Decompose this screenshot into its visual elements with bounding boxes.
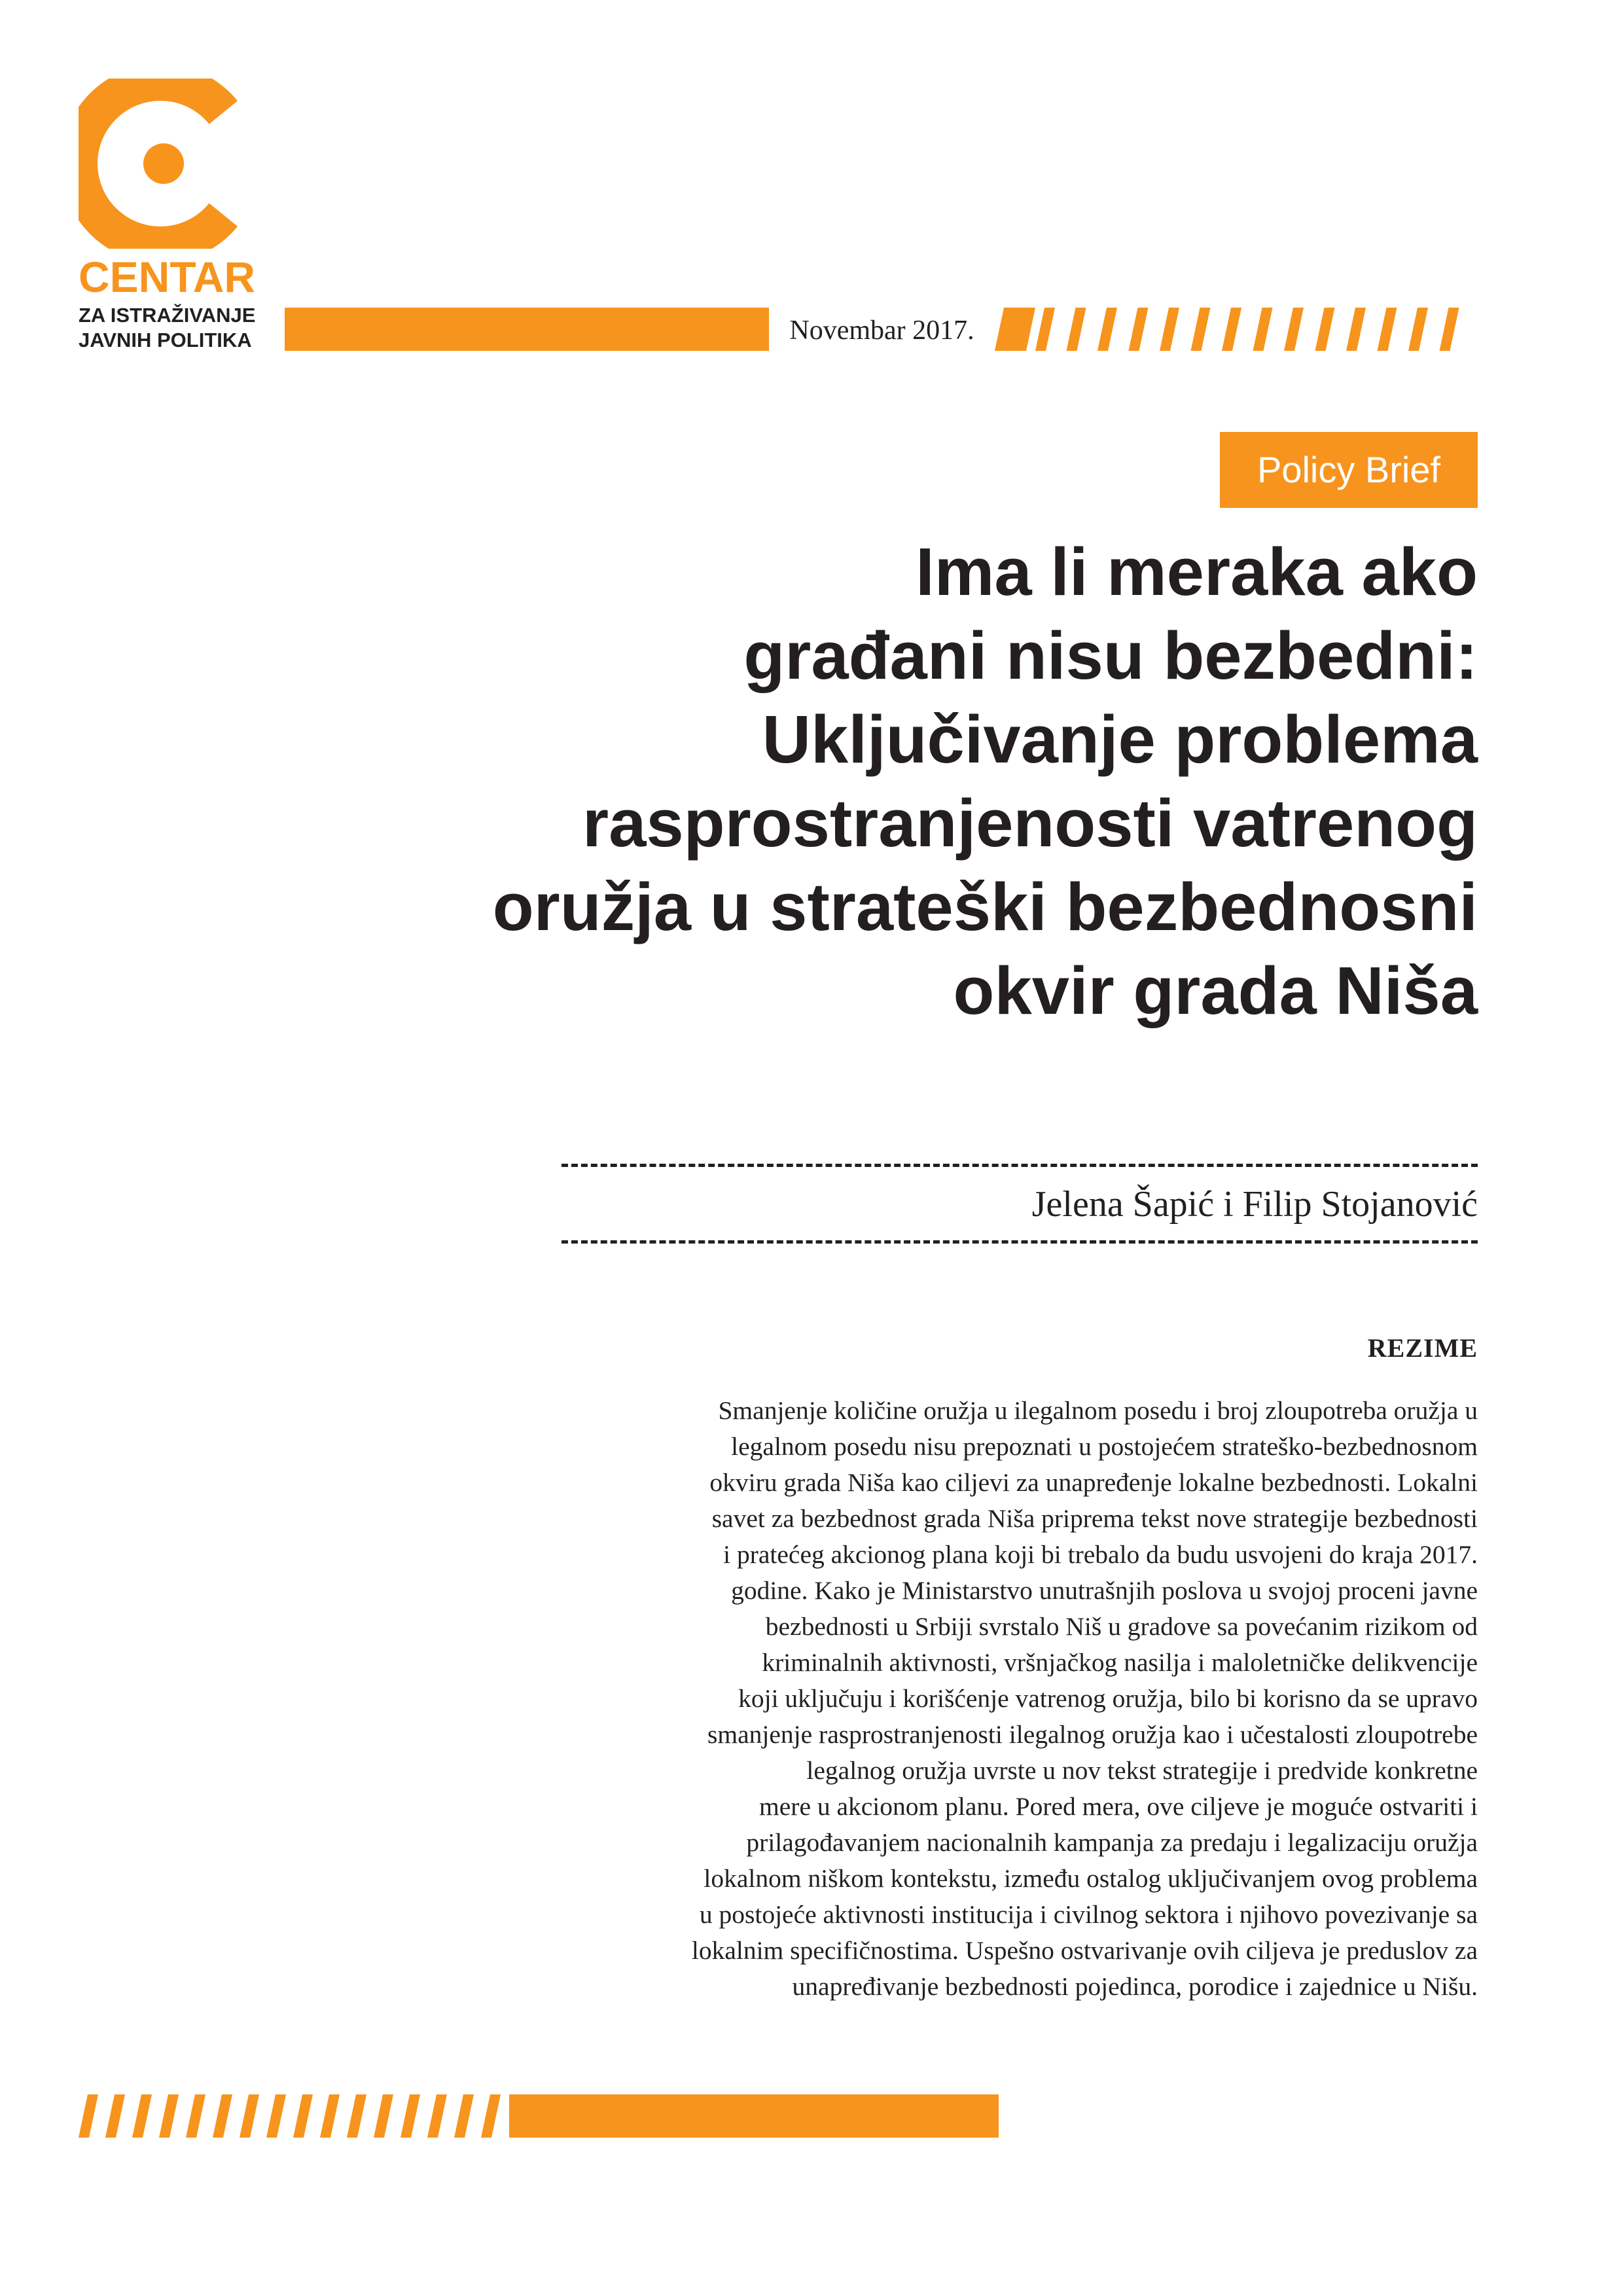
logo-subtitle-line2: JAVNIH POLITIKA [79,329,252,351]
stripe [186,2094,205,2138]
publication-date: Novembar 2017. [789,315,974,346]
stripe [1315,308,1335,351]
stripe [1346,308,1366,351]
summary-line: legalnom posedu nisu prepoznati u postojećem strateško-bezbednosnom [731,1432,1478,1461]
footer-bar [509,2094,999,2138]
stripe [1097,308,1117,351]
logo-subtitle-line1: ZA ISTRAŽIVANJE [79,304,256,327]
document-title [300,530,1478,1033]
stripe [1408,308,1428,351]
title-line: Ima li meraka ako [916,534,1478,609]
stripe [347,2094,366,2138]
summary-line: koji uključuju i korišćenje vatrenog oružja, bilo bi korisno da se upravo [738,1684,1478,1713]
stripe [995,308,1035,351]
authors: Jelena Šapić i Filip Stojanović [1031,1184,1478,1225]
stripe [266,2094,286,2138]
stripe [374,2094,393,2138]
stripe [481,2094,501,2138]
summary-line: lokalnim specifičnostima. Uspešno ostvarivanje ovih ciljeva je preduslov za [691,1936,1478,1965]
stripe [1035,308,1055,351]
summary-heading: REZIME [1367,1333,1478,1363]
stripe [1160,308,1179,351]
summary-line: lokalnom niškom kontekstu, između ostalog uključivanjem ovog problema [704,1864,1478,1893]
title-line: Uključivanje problema [762,702,1478,777]
authors-divider-bottom [562,1240,1478,1244]
stripe [1378,308,1397,351]
stripe [1253,308,1273,351]
stripe [240,2094,259,2138]
summary-line: Smanjenje količine oružja u ilegalnom posedu i broj zloupotreba oružja u [718,1396,1478,1425]
summary-line: savet za bezbednost grada Niša priprema tekst nove strategije bezbednosti [711,1504,1478,1533]
header-bar [285,308,769,351]
stripe [427,2094,447,2138]
organization-logo [79,79,262,360]
stripe [132,2094,152,2138]
stripe [1067,308,1086,351]
stripe [79,2094,98,2138]
stripe [1191,308,1211,351]
summary-line: u postojeće aktivnosti institucija i civilnog sektora i njihovo povezivanje sa [699,1900,1478,1929]
logo-mark-icon [79,79,249,249]
summary-line: legalnog oružja uvrste u nov tekst strategije i predvide konkretne [806,1756,1478,1785]
summary-line: bezbednosti u Srbiji svrstalo Niš u gradove sa povećanim rizikom od [765,1612,1478,1641]
stripe [320,2094,340,2138]
title-line: oružja u strateški bezbednosni [492,869,1478,944]
stripe [159,2094,179,2138]
footer-stripes-decoration [77,2094,509,2138]
stripe [213,2094,232,2138]
stripe [1440,308,1459,351]
summary-line: unapređivanje bezbednosti pojedinca, porodice i zajednice u Nišu. [792,1972,1478,2001]
stripe [1222,308,1241,351]
stripe [454,2094,474,2138]
stripe [401,2094,420,2138]
stripe [1129,308,1149,351]
stripe [1284,308,1304,351]
stripe [293,2094,313,2138]
title-line: okvir grada Niša [953,953,1478,1028]
authors-divider-top [562,1164,1478,1167]
title-line: rasprostranjenosti vatrenog [582,785,1478,861]
stripe [105,2094,125,2138]
header-stripes-decoration [995,308,1477,351]
logo-name: CENTAR [79,253,256,301]
summary-line: okviru grada Niša kao ciljevi za unapređenje lokalne bezbednosti. Lokalni [709,1468,1478,1497]
summary-line: godine. Kako je Ministarstvo unutrašnjih poslova u svojoj proceni javne [731,1576,1478,1605]
title-line: građani nisu bezbedni: [743,618,1478,693]
summary-line: smanjenje rasprostranjenosti ilegalnog oružja kao i učestalosti zloupotrebe [707,1720,1478,1749]
summary-line: i pratećeg akcionog plana koji bi trebalo da budu usvojeni do kraja 2017. [723,1540,1478,1569]
summary-line: mere u akcionom planu. Pored mera, ove ciljeve je moguće ostvariti i [759,1792,1478,1821]
summary-text [563,1393,1478,2005]
summary-line: prilagođavanjem nacionalnih kampanja za predaju i legalizaciju oružja [746,1828,1478,1857]
summary-line: kriminalnih aktivnosti, vršnjačkog nasilja i maloletničke delikvencije [762,1648,1478,1677]
document-type-badge: Policy Brief [1220,432,1478,508]
